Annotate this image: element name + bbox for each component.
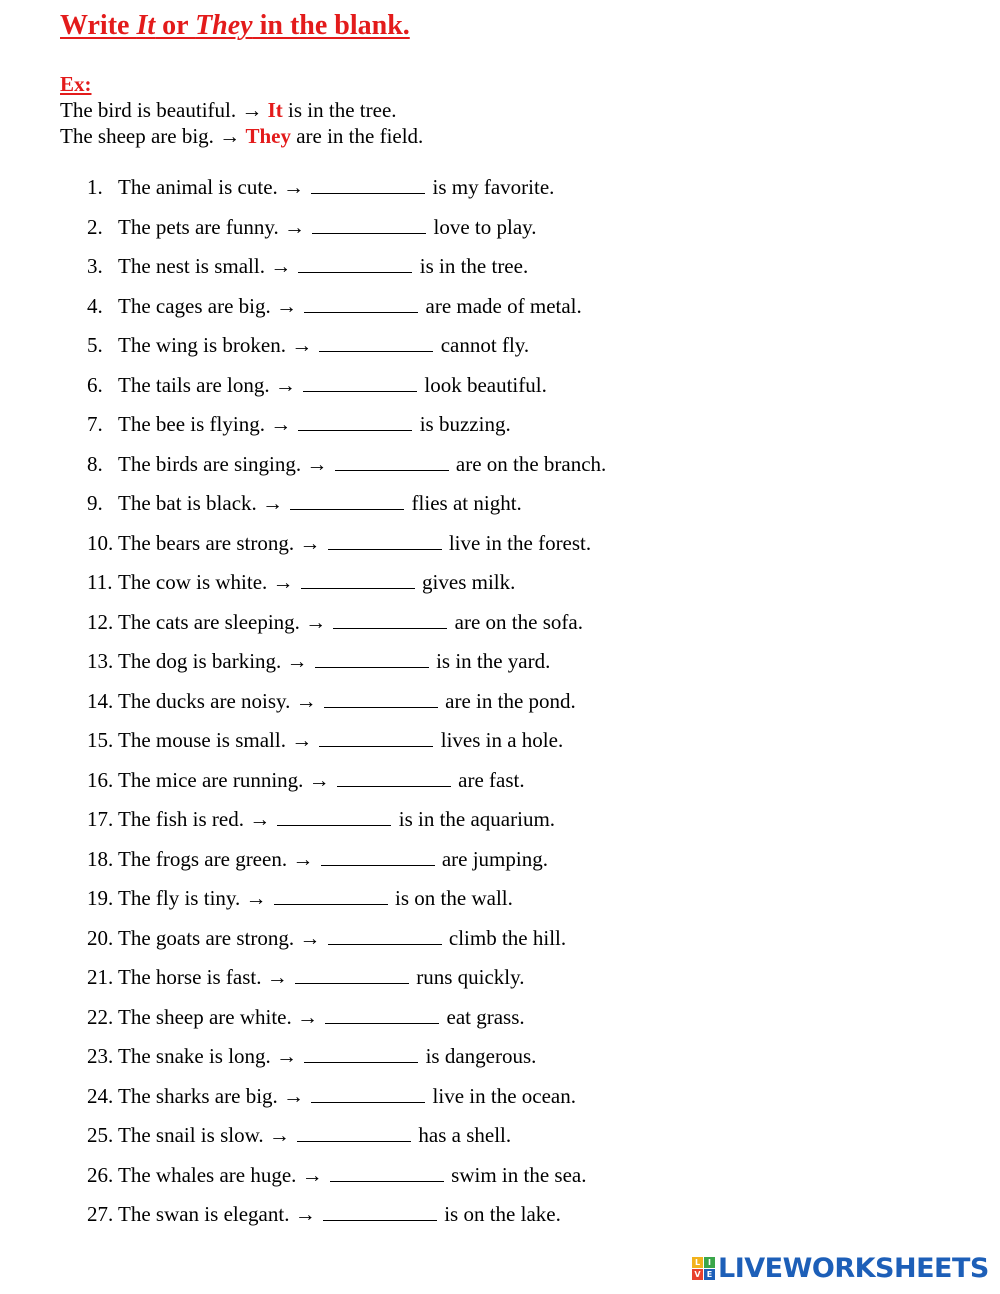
item-number: 25. [87,1123,114,1147]
item-number: 26. [87,1162,114,1187]
item-number: 9. [87,491,103,515]
item-prompt: The goats are strong. → [118,925,321,950]
answer-blank[interactable] [277,805,391,826]
item-sentence [118,1198,561,1230]
title-part-3: in the blank. [252,10,410,41]
item-number: 27. [87,1202,114,1226]
item-sentence [118,645,550,677]
example-line-2-before: The sheep are big. → [60,124,246,148]
item-continuation: is on the wall. [395,886,513,910]
item-sentence [118,1040,536,1072]
answer-blank[interactable] [290,489,404,510]
item-number: 24. [87,1083,114,1108]
answer-blank[interactable] [298,252,412,273]
item-continuation: are made of metal. [425,293,582,318]
item-number: 17. [87,807,114,831]
item-continuation: runs quickly. [416,965,525,989]
item-continuation: eat grass. [446,1004,525,1029]
item-number: 16. [87,767,114,792]
item-number: 6. [87,372,103,397]
item-number: 3. [87,254,103,278]
item-number: 18. [87,846,114,871]
answer-blank[interactable] [323,1200,437,1221]
item-sentence [118,1159,586,1191]
item-sentence [118,329,529,361]
item-continuation: live in the forest. [448,530,592,555]
liveworksheets-logo [692,1253,989,1284]
answer-blank[interactable] [324,687,438,708]
item-number: 23. [87,1044,114,1068]
logo-mark-square: V [692,1269,703,1280]
item-sentence [118,803,555,835]
item-continuation: love to play. [433,214,537,239]
item-sentence [118,1119,511,1151]
item-sentence [118,724,563,756]
item-number: 15. [87,728,114,752]
item-number: 8. [87,451,103,476]
example-line-1-after: is in the tree. [282,98,397,122]
item-sentence [118,448,606,480]
item-sentence [118,250,528,282]
answer-blank[interactable] [303,371,417,392]
item-continuation: are fast. [458,767,525,792]
item-sentence [118,211,537,243]
item-prompt: The ducks are noisy. → [118,688,317,713]
item-number: 10. [87,530,114,555]
item-prompt: The cow is white. → [118,570,294,594]
example-line-1-before: The bird is beautiful. → [60,98,268,122]
answer-blank[interactable] [325,1003,439,1024]
logo-mark-square: E [704,1269,715,1280]
item-continuation: is in the yard. [436,649,551,673]
item-number: 1. [87,175,103,199]
item-continuation: is dangerous. [425,1044,537,1068]
item-prompt: The dog is barking. → [118,649,308,673]
logo-mark-square: L [692,1257,703,1268]
example-line-1 [60,98,397,123]
item-sentence [118,961,525,993]
item-continuation: is my favorite. [432,175,555,199]
item-continuation: has a shell. [418,1123,512,1147]
item-number: 20. [87,925,114,950]
item-prompt: The animal is cute. → [118,175,305,199]
item-number: 13. [87,649,114,673]
answer-blank[interactable] [312,213,426,234]
answer-blank[interactable] [337,766,451,787]
title-part-2: or [155,10,196,41]
item-continuation: swim in the sea. [451,1162,587,1187]
item-number: 21. [87,965,114,989]
item-prompt: The sheep are white. → [118,1004,319,1029]
item-prompt: The cats are sleeping. → [118,609,327,634]
item-sentence [118,685,576,717]
item-continuation: is buzzing. [419,412,511,436]
item-continuation: is in the tree. [419,254,529,278]
answer-blank[interactable] [301,568,415,589]
item-prompt: The horse is fast. → [118,965,288,989]
title-it: It [136,10,156,41]
answer-blank[interactable] [295,963,409,984]
item-continuation: is in the aquarium. [398,807,556,831]
answer-blank[interactable] [330,1161,444,1182]
item-number: 4. [87,293,103,318]
item-sentence [118,843,548,875]
item-sentence [118,566,515,598]
item-continuation: cannot fly. [440,333,530,357]
item-continuation: lives in a hole. [440,728,564,752]
item-sentence [118,606,583,638]
answer-blank[interactable] [321,845,435,866]
item-prompt: The mice are running. → [118,767,330,792]
example-label: Ex: [60,72,92,96]
item-sentence [118,1080,576,1112]
item-number: 5. [87,333,103,357]
answer-blank[interactable] [319,331,433,352]
answer-blank[interactable] [274,884,388,905]
item-prompt: The snake is long. → [118,1044,298,1068]
example-line-2-after: are in the field. [290,124,424,148]
example-line-1-answer: It [267,98,283,122]
item-number: 7. [87,412,103,436]
item-continuation: flies at night. [411,491,522,515]
item-prompt: The fly is tiny. → [118,886,267,910]
answer-blank[interactable] [297,1121,411,1142]
item-prompt: The wing is broken. → [118,333,313,357]
item-sentence [118,922,566,954]
item-prompt: The fish is red. → [118,807,271,831]
item-prompt: The pets are funny. → [118,214,305,239]
answer-blank[interactable] [333,608,447,629]
logo-mark-square: I [704,1257,715,1268]
item-sentence [118,408,511,440]
title-they: They [195,10,253,41]
item-prompt: The bears are strong. → [118,530,321,555]
item-prompt: The snail is slow. → [118,1123,290,1147]
item-continuation: look beautiful. [424,372,547,397]
item-sentence [118,171,554,203]
item-continuation: are on the branch. [455,451,607,476]
item-sentence [118,487,522,519]
answer-blank[interactable] [328,924,442,945]
answer-blank[interactable] [319,726,433,747]
item-prompt: The bee is flying. → [118,412,292,436]
item-sentence [118,764,525,796]
item-continuation: are jumping. [441,846,548,871]
item-number: 12. [87,609,114,634]
item-number: 22. [87,1004,114,1029]
item-number: 2. [87,214,103,239]
item-continuation: gives milk. [422,570,516,594]
answer-blank[interactable] [315,647,429,668]
item-prompt: The frogs are green. → [118,846,314,871]
logo-text: LIVEWORKSHEETS [718,1253,989,1284]
item-continuation: climb the hill. [448,925,567,950]
item-number: 19. [87,886,114,910]
item-prompt: The cages are big. → [118,293,298,318]
answer-blank[interactable] [311,1082,425,1103]
item-sentence [118,290,582,322]
item-prompt: The birds are singing. → [118,451,328,476]
item-sentence [118,527,591,559]
item-continuation: live in the ocean. [432,1083,576,1108]
answer-blank[interactable] [328,529,442,550]
item-sentence [118,1001,525,1033]
item-sentence [118,369,547,401]
title-part-1: Write [60,10,137,41]
answer-blank[interactable] [311,173,425,194]
item-prompt: The swan is elegant. → [118,1202,316,1226]
worksheet-title [60,10,410,42]
item-continuation: is on the lake. [444,1202,561,1226]
item-prompt: The sharks are big. → [118,1083,305,1108]
item-continuation: are in the pond. [445,688,576,713]
item-prompt: The whales are huge. → [118,1162,323,1187]
item-prompt: The bat is black. → [118,491,284,515]
example-line-2 [60,124,423,149]
answer-blank[interactable] [304,1042,418,1063]
answer-blank[interactable] [298,410,412,431]
logo-mark-icon [692,1257,715,1280]
item-prompt: The nest is small. → [118,254,292,278]
answer-blank[interactable] [304,292,418,313]
answer-blank[interactable] [335,450,449,471]
example-line-2-answer: They [245,124,291,148]
item-number: 11. [87,570,113,594]
item-continuation: are on the sofa. [454,609,583,634]
item-number: 14. [87,688,114,713]
item-prompt: The mouse is small. → [118,728,313,752]
item-sentence [118,882,513,914]
item-prompt: The tails are long. → [118,372,296,397]
